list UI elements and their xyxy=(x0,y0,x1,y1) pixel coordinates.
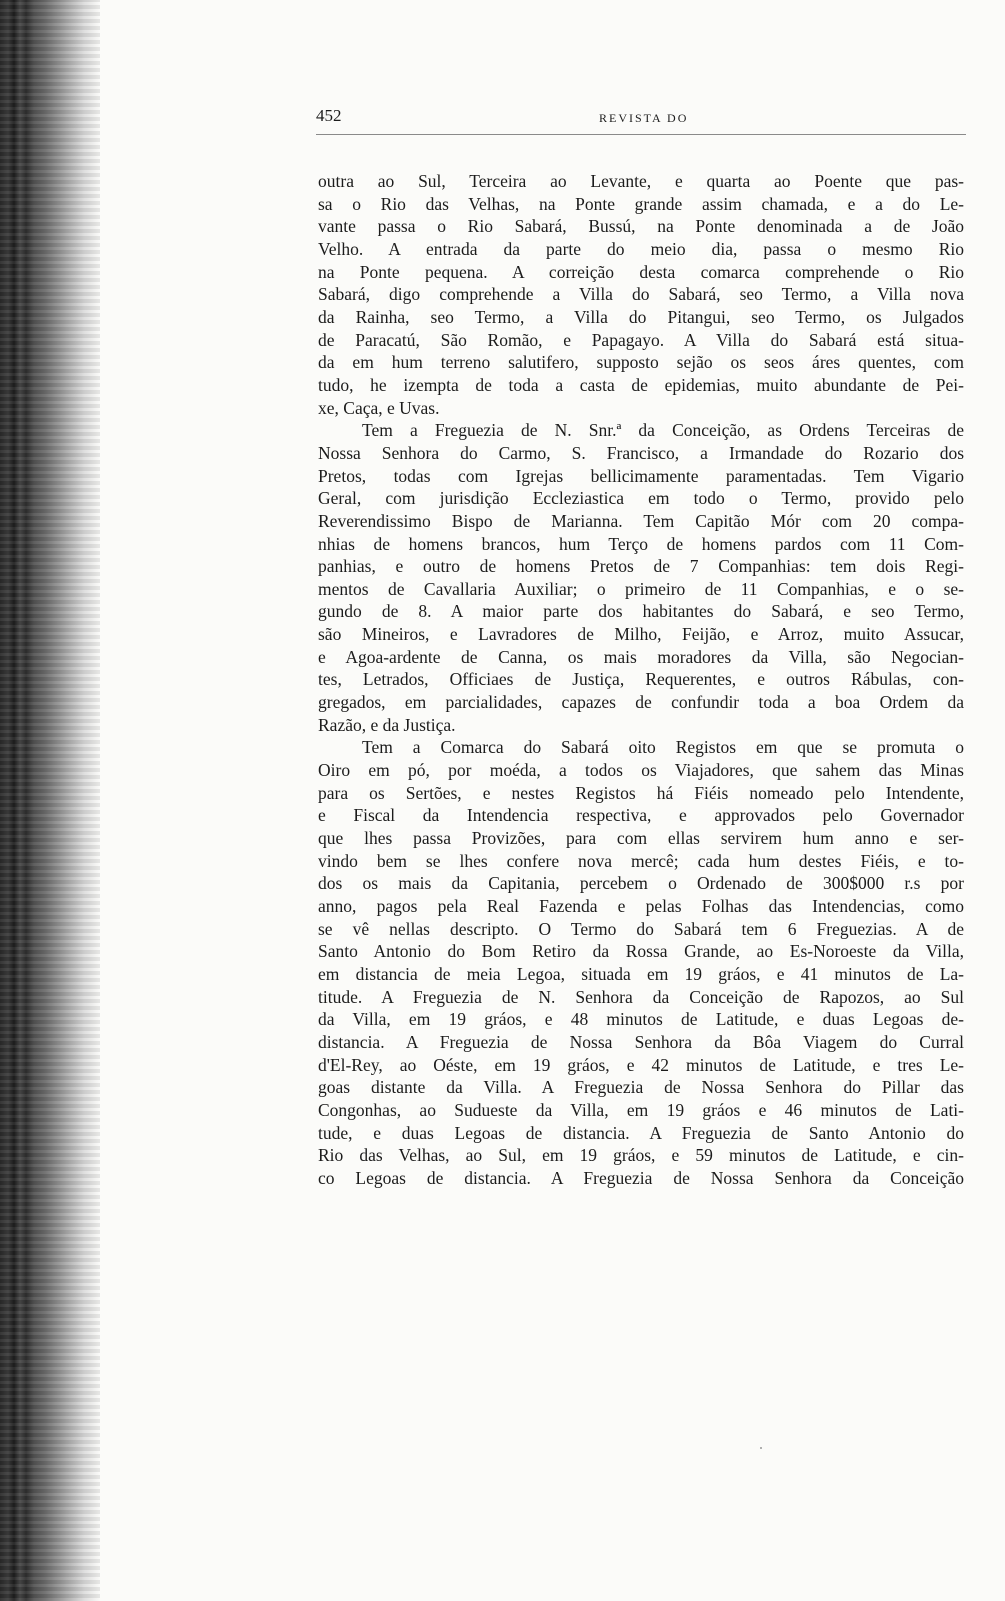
text-line: vante passa o Rio Sabará, Bussú, na Ponte denominada a de João xyxy=(318,216,964,237)
text-line: tudo, he izempta de toda a casta de epidemias, muito abundante de Pei- xyxy=(318,374,964,395)
text-line: goas distante da Villa. A Freguezia de Nossa Senhora do Pillar das xyxy=(318,1077,964,1098)
text-line: titude. A Freguezia de N. Senhora da Conceição de Rapozos, ao Sul xyxy=(318,986,964,1007)
text-line: na Ponte pequena. A correição desta comarca comprehende o Rio xyxy=(318,261,964,282)
text-line: nhias de homens brancos, hum Terço de homens pardos com 11 Com- xyxy=(318,533,964,554)
text-line: co Legoas de distancia. A Freguezia de Nossa Senhora da Conceição xyxy=(318,1167,964,1188)
text-line: d'El-Rey, ao Oéste, em 19 gráos, e 42 minutos de Latitude, e tres Le- xyxy=(318,1054,964,1075)
text-line: Rio das Velhas, ao Sul, em 19 gráos, e 59 minutos de Latitude, e cin- xyxy=(318,1145,964,1166)
text-line: Oiro em pó, por moéda, a todos os Viajadores, que sahem das Minas xyxy=(318,760,964,781)
text-line: xe, Caça, e Uvas. xyxy=(318,397,440,418)
text-line: que lhes passa Provizões, para com ellas servirem hum anno e ser- xyxy=(318,828,964,849)
header-rule xyxy=(316,134,966,135)
text-line: Velho. A entrada da parte do meio dia, passa o mesmo Rio xyxy=(318,238,964,259)
text-line: dos os mais da Capitania, percebem o Ordenado de 300$000 r.s por xyxy=(318,873,964,894)
text-line: panhias, e outro de homens Pretos de 7 Companhias: tem dois Regi- xyxy=(318,556,964,577)
text-line: Pretos, todas com Igrejas bellicimamente paramentadas. Tem Vigario xyxy=(318,465,964,486)
text-line: Tem a Freguezia de N. Snr.ª da Conceição, as Ordens Terceiras de xyxy=(362,420,964,441)
text-line: Tem a Comarca do Sabará oito Registos em que se promuta o xyxy=(362,737,964,758)
text-line: tude, e duas Legoas de distancia. A Freguezia de Santo Antonio do xyxy=(318,1122,964,1143)
text-line: e Agoa-ardente de Canna, os mais moradores da Villa, são Negocian- xyxy=(318,646,964,667)
text-line: da Rainha, seo Termo, a Villa do Pitangui, seo Termo, os Julgados xyxy=(318,306,964,327)
text-line: da Villa, em 19 gráos, e 48 minutos de Latitude, e duas Legoas de- xyxy=(318,1009,964,1030)
text-line: Nossa Senhora do Carmo, S. Francisco, a Irmandade do Rozario dos xyxy=(318,442,964,463)
text-line: mentos de Cavallaria Auxiliar; o primeiro de 11 Companhias, e o se- xyxy=(318,578,964,599)
text-line: e Fiscal da Intendencia respectiva, e approvados pelo Governador xyxy=(318,805,964,826)
page-header xyxy=(316,106,966,136)
text-line: gundo de 8. A maior parte dos habitantes do Sabará, e seo Termo, xyxy=(318,601,964,622)
text-line: para os Sertões, e nestes Registos há Fiéis nomeado pelo Intendente, xyxy=(318,782,964,803)
text-line: distancia. A Freguezia de Nossa Senhora da Bôa Viagem do Curral xyxy=(318,1031,964,1052)
body-text xyxy=(318,170,964,1190)
text-line: Razão, e da Justiça. xyxy=(318,714,456,735)
text-line: Geral, com jurisdição Eccleziastica em todo o Termo, provido pelo xyxy=(318,488,964,509)
text-line: Reverendissimo Bispo de Marianna. Tem Capitão Mór com 20 compa- xyxy=(318,510,964,531)
text-line: outra ao Sul, Terceira ao Levante, e quarta ao Poente que pas- xyxy=(318,171,964,191)
text-line: em distancia de meia Legoa, situada em 19 gráos, e 41 minutos de La- xyxy=(318,963,964,984)
text-line: se vê nellas descripto. O Termo do Sabará tem 6 Freguezias. A de xyxy=(318,918,964,939)
text-line: Sabará, digo comprehende a Villa do Sabará, seo Termo, a Villa nova xyxy=(318,284,964,305)
binding-shadow xyxy=(0,0,100,1601)
text-line: tes, Letrados, Officiaes de Justiça, Requerentes, e outros Rábulas, con- xyxy=(318,669,964,690)
running-head: REVISTA DO xyxy=(599,111,689,125)
scan-speck xyxy=(760,1447,762,1449)
text-line: sa o Rio das Velhas, na Ponte grande assim chamada, e a do Le- xyxy=(318,193,964,214)
text-line: vindo bem se lhes confere nova mercê; cada hum destes Fiéis, e to- xyxy=(318,850,964,871)
text-line: Santo Antonio do Bom Retiro da Rossa Grande, ao Es-Noroeste da Villa, xyxy=(318,941,964,962)
page-number: 452 xyxy=(316,106,342,125)
text-line: anno, pagos pela Real Fazenda e pelas Folhas das Intendencias, como xyxy=(318,896,964,916)
text-line: de Paracatú, São Romão, e Papagayo. A Villa do Sabará está situa- xyxy=(318,329,964,350)
text-line: gregados, em parcialidades, capazes de confundir toda a boa Ordem da xyxy=(318,692,964,713)
text-line: Congonhas, ao Sudueste da Villa, em 19 gráos e 46 minutos de Lati- xyxy=(318,1099,964,1120)
text-line: são Mineiros, e Lavradores de Milho, Feijão, e Arroz, muito Assucar, xyxy=(318,624,964,645)
text-line: da em hum terreno salutifero, supposto sejão os seos áres quentes, com xyxy=(318,352,964,373)
